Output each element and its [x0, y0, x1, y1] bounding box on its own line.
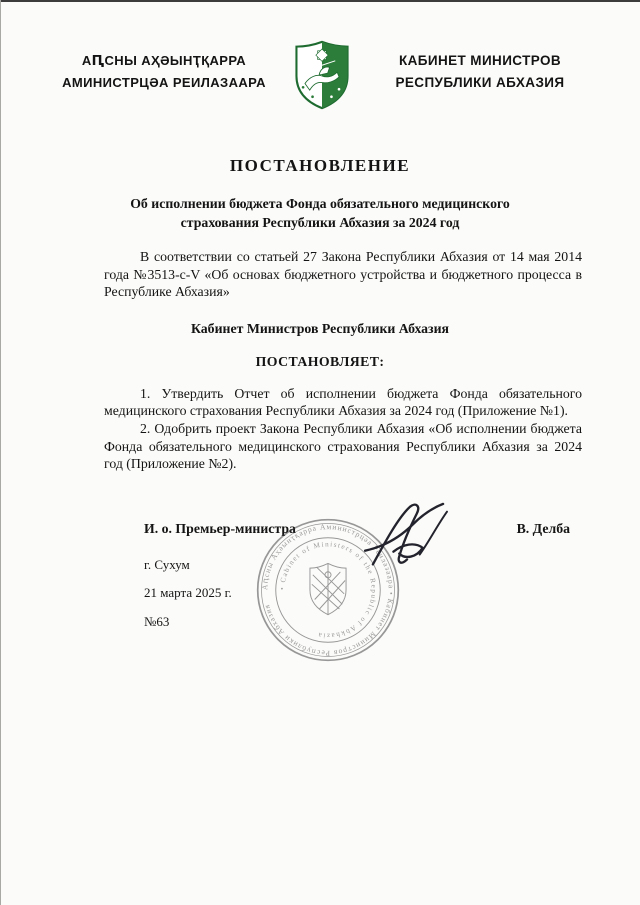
subject-line2: страхования Республики Абхазия за 2024 год: [180, 214, 460, 230]
org-right-line2: РЕСПУБЛИКИ АБХАЗИЯ: [395, 75, 565, 90]
letterhead: [0, 0, 640, 110]
scan-edge-left: [0, 0, 1, 905]
place-line: г. Сухум: [144, 556, 190, 572]
signature-row: [104, 521, 582, 537]
org-left-line2: АМИНИСТРЦӘА РЕИЛАЗААРА: [62, 75, 266, 90]
subject-line1: Об исполнении бюджета Фонда обязательного медицинского: [130, 196, 510, 211]
authority-line: Кабинет Министров Республики Абхазия: [190, 320, 450, 336]
signer-name: В. Делба: [516, 520, 570, 536]
coat-of-arms-icon: [292, 40, 352, 110]
stamp-outer-ring-text: Аԥсны Аҳәынҭқарра Аминистрцәа Реилазаара • Кабинет Министров Республики Абхазия: [260, 522, 396, 658]
org-name-abkhaz: [50, 40, 278, 94]
org-right-line1: КАБИНЕТ МИНИСТРОВ: [398, 53, 562, 68]
document-number: №63: [144, 613, 170, 629]
signer-position: И. о. Премьер-министра: [144, 520, 296, 536]
coat-of-arms-svg: [293, 40, 351, 110]
resolution-items: [0, 385, 640, 473]
date-line: 21 марта 2025 г.: [144, 584, 232, 600]
document-meta: [104, 551, 582, 636]
document-title: ПОСТАНОВЛЕНИЕ: [229, 156, 411, 175]
resolution-item-2: 2. Одобрить проект Закона Республики Абхазия «Об исполнении бюджета Фонда обязательного медицинского страхования Республики Абхазия за 2024 год (Приложение №2).: [104, 420, 582, 472]
preamble-paragraph: В соответствии со статьей 27 Закона Республики Абхазия от 14 мая 2014 года №3513-с-V «Об основах бюджетного устройства и бюджетного процесса в Республике Абхазия»: [104, 249, 582, 300]
resolution-item-1: 1. Утвердить Отчет об исполнении бюджета Фонда обязательного медицинского страхования Республики Абхазия за 2024 год (Приложение №1).: [104, 385, 582, 419]
document-subject: [0, 195, 640, 232]
org-left-line1: АԤСНЫ АҲӘЫНҬҚАРРА: [81, 53, 247, 68]
scan-edge-top: [0, 0, 640, 2]
document-body: [0, 248, 640, 301]
resolution-word: ПОСТАНОВЛЯЕТ:: [255, 353, 385, 369]
stamp-inner-ring-text: • Cabinet of Ministers of the Republic of Abkhazia: [278, 540, 378, 640]
org-name-russian: [366, 40, 594, 94]
